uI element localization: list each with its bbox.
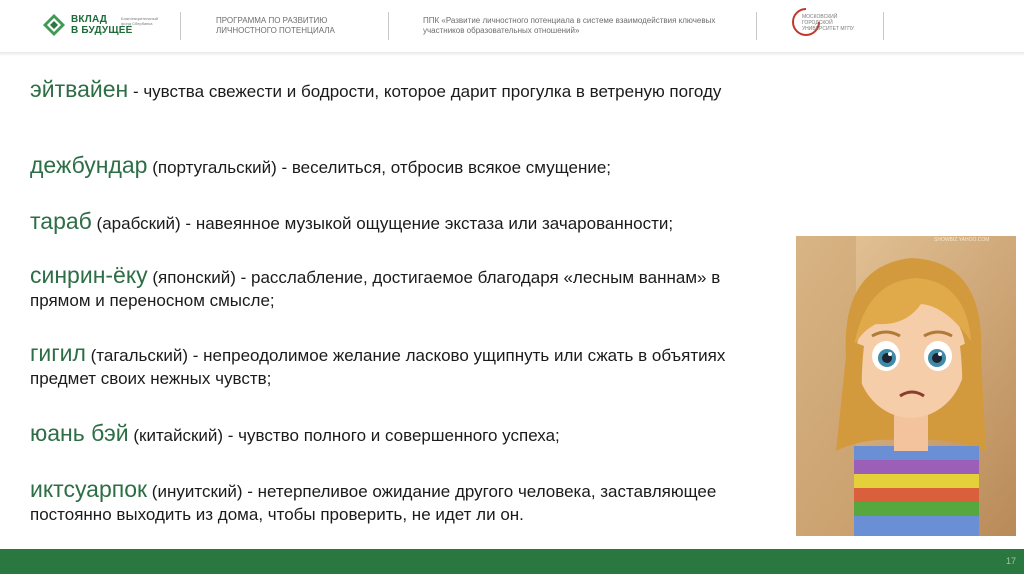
header-divider — [756, 12, 757, 40]
term-description: (инуитский) - нетерпеливое ожидание другого человека, заставляющее постоянно выходить из дома, чтобы проверить, не идет ли он. — [30, 482, 717, 524]
term-entry — [30, 154, 790, 179]
header-shadow — [0, 52, 1024, 56]
header-divider — [180, 12, 181, 40]
term-entry — [30, 422, 790, 447]
header-divider — [388, 12, 389, 40]
page-number: 17 — [1005, 556, 1016, 566]
ppk-title: ППК «Развитие личностного потенциала в системе взаимодействия ключевых участников образовательных отношений» — [423, 16, 716, 35]
term-description: - чувства свежести и бодрости, которое дарит прогулка в ветреную погоду — [128, 82, 722, 101]
term-description: (японский) - расслабление, достигаемое благодаря «лесным ваннам» в прямом и переносном смысле; — [30, 268, 721, 310]
photo-credit: SHOWBIZ.YAHOO.COM — [934, 237, 990, 243]
term-description: (китайский) - чувство полного и совершенного успеха; — [128, 426, 560, 445]
term-word: дежбундар — [30, 152, 148, 178]
logo-subtitle: Благотворительный фонд Сбербанка — [121, 16, 158, 26]
term-word: юань бэй — [30, 420, 129, 446]
character-photo — [796, 236, 1016, 536]
term-entry — [30, 78, 780, 103]
header-divider — [883, 12, 884, 40]
term-entry — [30, 264, 750, 312]
slide-footer — [0, 549, 1024, 574]
diamond-logo-icon — [42, 13, 66, 37]
term-entry — [30, 210, 790, 235]
term-word: синрин-ёку — [30, 262, 148, 288]
term-description: (португальский) - веселиться, отбросив всякое смущение; — [147, 158, 611, 177]
slide-header — [0, 0, 1024, 52]
term-entry — [30, 342, 770, 390]
term-word: иктсуарпок — [30, 476, 148, 502]
term-description: (тагальский) - непреодолимое желание ласково ущипнуть или сжать в объятиях предмет своих нежных чувств; — [30, 346, 726, 388]
term-entry — [30, 478, 770, 526]
term-word: гигил — [30, 340, 86, 366]
logo-line2: В БУДУЩЕЕ — [71, 25, 133, 36]
girl-illustration-icon — [796, 236, 1016, 536]
term-description: (арабский) - навеянное музыкой ощущение экстаза или зачарованности; — [91, 214, 674, 233]
term-word: эйтвайен — [30, 76, 129, 102]
program-title: ПРОГРАММА ПО РАЗВИТИЮ ЛИЧНОСТНОГО ПОТЕНЦИАЛА — [216, 16, 335, 35]
term-word: тараб — [30, 208, 92, 234]
university-name: МОСКОВСКИЙ ГОРОДСКОЙ УНИВЕРСИТЕТ МГПУ — [802, 14, 855, 32]
logo-line1: ВКЛАД — [71, 14, 108, 25]
